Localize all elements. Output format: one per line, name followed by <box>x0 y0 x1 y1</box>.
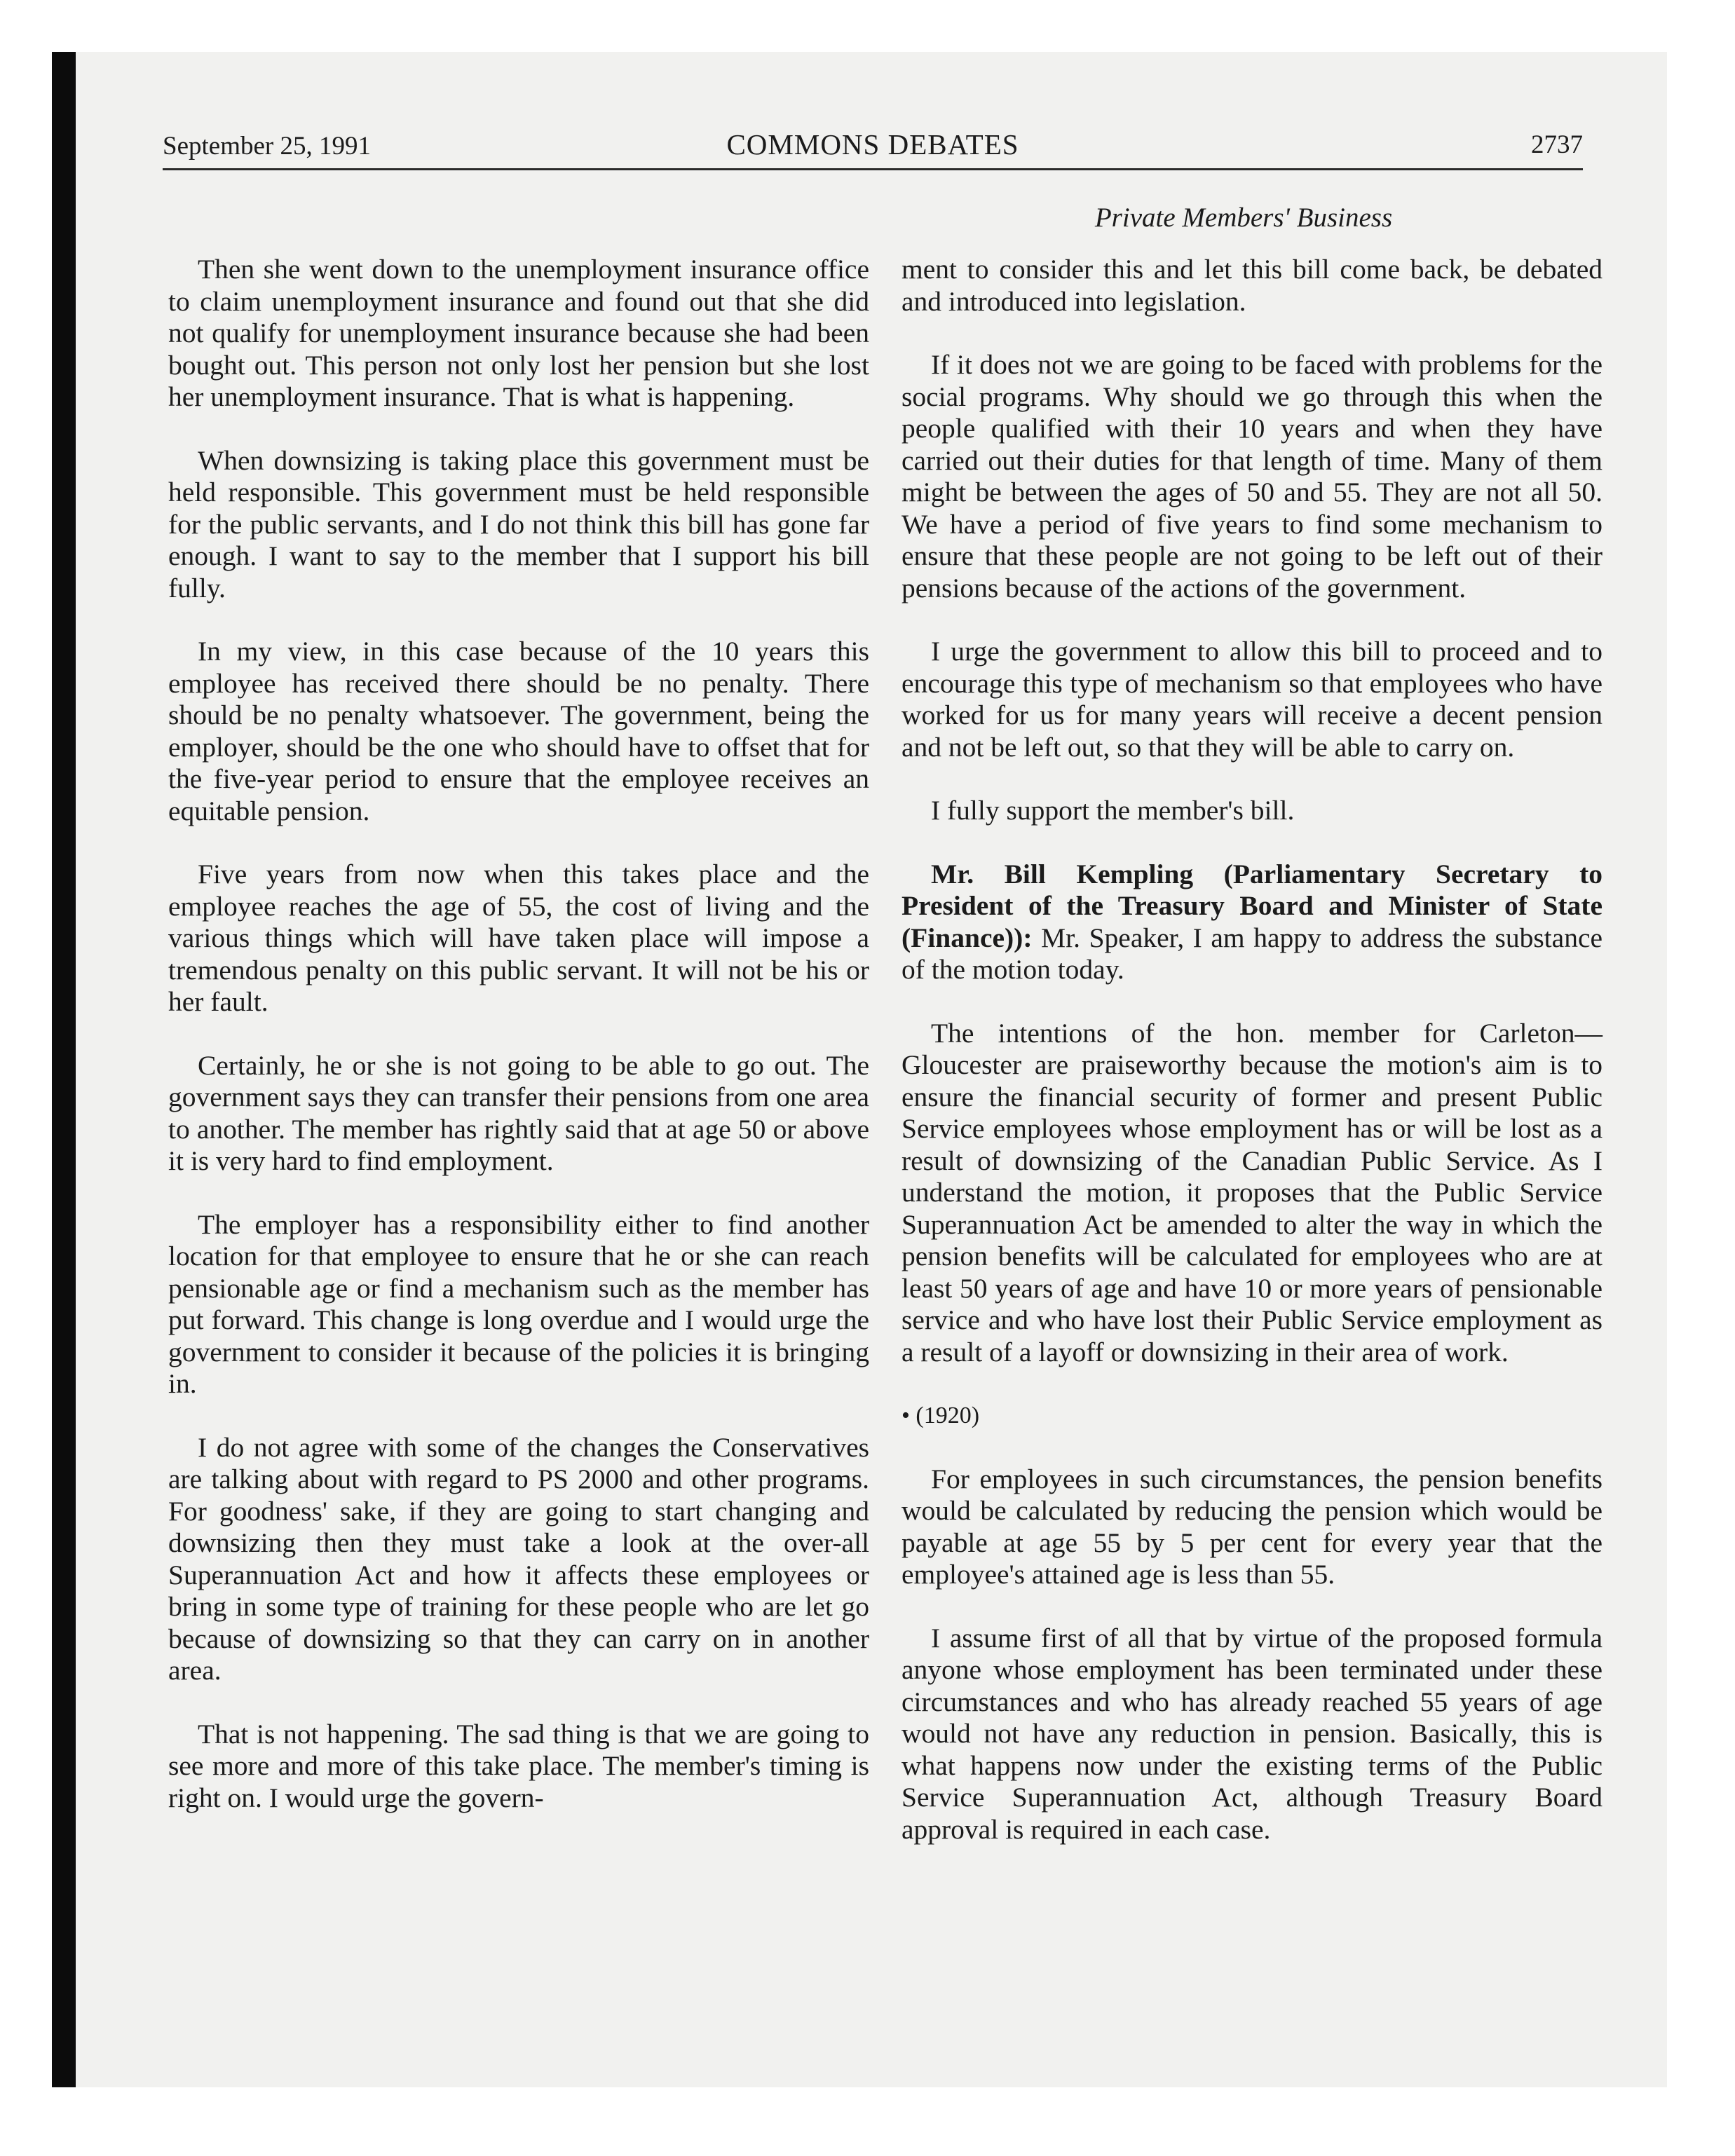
paragraph: The employer has a responsibility either to find another location for that employee to ensure that he or she can reach pensionable age or find a mechanism such as the member has put forward. This change is long overdue and I would urge the government to consider it because of the policies it is bringing in. <box>168 1208 869 1399</box>
header-date: September 25, 1991 <box>163 132 371 161</box>
speaker-remarks: Mr. Speaker, I am happy to address the substance of the motion today. <box>901 922 1603 985</box>
running-header <box>163 123 1583 170</box>
continued-paragraph: ment to consider this and let this bill come back, be debated and introduced into legislation. <box>901 254 1603 317</box>
paragraph: I assume first of all that by virtue of the proposed formula anyone whose employment has been terminated under these circumstances and who has already reached 55 years of age would not have any reduction in pension. Basically, this is what happens now under the existing terms of the Public Service Superannuation Act, although Treasury Board approval is required in each case. <box>901 1622 1603 1845</box>
paragraph: For employees in such circumstances, the pension benefits would be calculated by reducing the pension which would be payable at age 55 by 5 per cent for every year that the employee's attained age is less than 55. <box>901 1463 1603 1590</box>
paragraph: When downsizing is taking place this government must be held responsible. This government must be held responsible for the public servants, and I do not think this bill has gone far enough. I want to say to the member that I support his bill fully. <box>168 444 869 603</box>
paragraph: In my view, in this case because of the 10 years this employee has received there should be no penalty. There should be no penalty whatsoever. The government, being the employer, should be the one who should have to offset that for the five-year period to ensure that the employee receives an equitable pension. <box>168 636 869 826</box>
header-title: COMMONS DEBATES <box>726 128 1019 161</box>
left-column <box>168 254 869 1845</box>
paragraph: I urge the government to allow this bill to proceed and to encourage this type of mechanism so that employees who have worked for us for many years will receive a decent pension and not be left out, so that they will be able to carry on. <box>901 636 1603 763</box>
scan-border <box>52 52 76 2087</box>
page-number: 2737 <box>1531 130 1583 159</box>
right-column <box>901 254 1603 1877</box>
paragraph: If it does not we are going to be faced with problems for the social programs. Why should we go through this when the people qualified with their 10 years and when they have carried out their duties for that length of time. Many of them might be between the ages of 50 and 55. They are not all 50. We have a period of five years to find some mechanism to ensure that these people are not going to be left out of their pensions because of the actions of the government. <box>901 349 1603 603</box>
time-marker: • (1920) <box>901 1403 980 1428</box>
paragraph: The intentions of the hon. member for Carleton—Gloucester are praiseworthy because the motion's aim is to ensure the financial security of former and present Public Service employees whose employment has or will be lost as a result of downsizing of the Canadian Public Service. As I understand the motion, it proposes that the Public Service Superannuation Act be amended to alter the way in which the pension benefits will be calculated for employees who are at least 50 years of age and have 10 or more years of pensionable service and who have lost their Public Service employment as a result of a layoff or downsizing in their area of work. <box>901 1017 1603 1367</box>
paragraph: Then she went down to the unemployment insurance office to claim unemployment insurance and found out that she did not qualify for unemployment insurance because she had been bought out. This person not only lost her pension but she lost her unemployment insurance. That is what is happening. <box>168 254 869 412</box>
paragraph: Certainly, he or she is not going to be able to go out. The government says they can transfer their pensions from one area to another. The member has rightly said that at age 50 or above it is very hard to find employment. <box>168 1049 869 1176</box>
paragraph: I do not agree with some of the changes the Conservatives are talking about with regard to PS 2000 and other programs. For goodness' sake, if they are going to start changing and downsizing then they must take a look at the over-all Superannuation Act and how it affects these employees or bring in some type of training for these people who are let go because of downsizing so that they can carry on in another area. <box>168 1431 869 1686</box>
speaker-name: Mr. Bill Kempling (Parliamentary Secretary to President of the Treasury Board and Minister of State (Finance)): <box>901 858 1603 953</box>
paragraph: That is not happening. The sad thing is that we are going to see more and more of this take place. The member's timing is right on. I would urge the govern- <box>168 1718 869 1813</box>
section-heading: Private Members' Business <box>1094 203 1393 233</box>
paragraph: I fully support the member's bill. <box>931 795 1295 826</box>
paragraph: Five years from now when this takes place and the employee reaches the age of 55, the cost of living and the various things which will have taken place will impose a tremendous penalty on this public servant. It will not be his or her fault. <box>168 859 869 1017</box>
speaker-paragraph <box>901 859 1603 986</box>
